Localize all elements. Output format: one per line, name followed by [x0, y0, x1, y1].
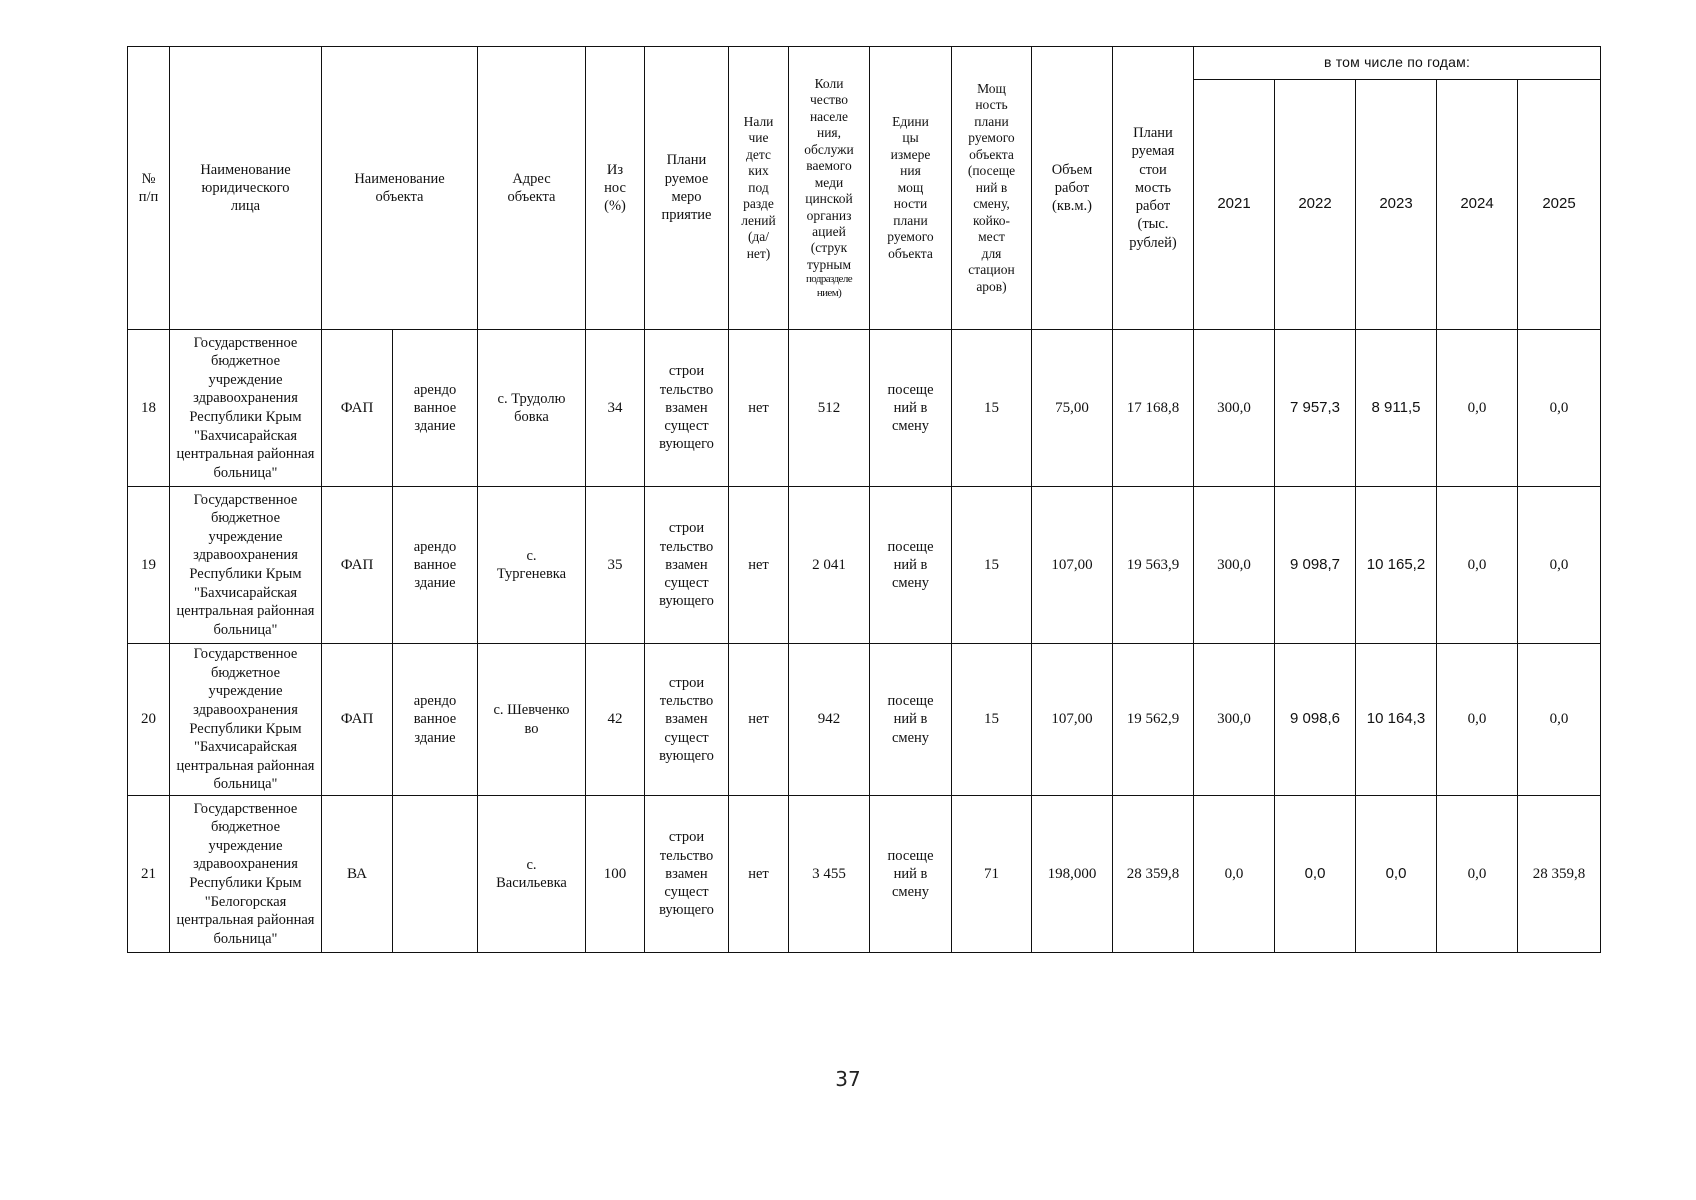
row-measure: строи тельство взамен сущест вующего [645, 644, 729, 796]
row-measure: строи тельство взамен сущест вующего [645, 796, 729, 953]
row-children-units: нет [729, 330, 789, 487]
header-wear-label: Из нос (%) [604, 161, 626, 215]
row-volume: 75,00 [1032, 330, 1113, 487]
row-capacity: 15 [952, 487, 1032, 644]
row-units: посеще ний в смену [870, 796, 952, 953]
row-year-2023: 8 911,5 [1356, 330, 1437, 487]
row-object-desc [393, 796, 478, 953]
table-row [128, 644, 1601, 796]
header-legal-entity-label: Наименование юридического лица [200, 161, 291, 215]
header-wear [586, 47, 645, 330]
header-num [128, 47, 170, 330]
row-population: 2 041 [789, 487, 870, 644]
header-units [870, 47, 952, 330]
page-number: 37 [835, 1067, 861, 1091]
row-cost: 28 359,8 [1113, 796, 1194, 953]
row-legal-entity: Государственное бюджетное учреждение здравоохранения Республики Крым "Бахчисарайская центральная районная больница" [170, 330, 322, 487]
row-year-2021: 0,0 [1194, 796, 1275, 953]
header-num-label: № п/п [138, 170, 159, 205]
header-year-2022: 2022 [1275, 80, 1356, 330]
row-wear: 42 [586, 644, 645, 796]
row-legal-entity: Государственное бюджетное учреждение здравоохранения Республики Крым "Бахчисарайская центральная районная больница" [170, 487, 322, 644]
row-year-2023: 10 164,3 [1356, 644, 1437, 796]
header-capacity-label: Мощ ность плани руемого объекта (посеще ний в смену, койко- мест для стацион аров) [967, 80, 1016, 294]
header-object-name [322, 47, 478, 330]
table-body [128, 330, 1601, 953]
row-address: с. Шевченко во [478, 644, 586, 796]
header-legal-entity [170, 47, 322, 330]
row-year-2022: 9 098,6 [1275, 644, 1356, 796]
header-children-units [729, 47, 789, 330]
row-year-2025: 0,0 [1518, 487, 1601, 644]
row-units: посеще ний в смену [870, 644, 952, 796]
row-object-desc: арендо ванное здание [393, 644, 478, 796]
header-years-caption: в том числе по годам: [1194, 47, 1601, 80]
header-units-label: Едини цы измере ния мощ ности плани руемого объекта [887, 113, 934, 261]
row-object-type: ФАП [322, 487, 393, 644]
header-year-2025: 2025 [1518, 80, 1601, 330]
row-num: 18 [128, 330, 170, 487]
row-cost: 17 168,8 [1113, 330, 1194, 487]
row-year-2024: 0,0 [1437, 487, 1518, 644]
row-year-2021: 300,0 [1194, 487, 1275, 644]
header-children-units-label: Нали чие детс ких под разде лений (да/ нет) [741, 113, 776, 261]
row-capacity: 15 [952, 330, 1032, 487]
header-capacity [952, 47, 1032, 330]
table-row [128, 330, 1601, 487]
row-legal-entity: Государственное бюджетное учреждение здравоохранения Республики Крым "Белогорская центральная районная больница" [170, 796, 322, 953]
row-capacity: 71 [952, 796, 1032, 953]
row-object-type: ВА [322, 796, 393, 953]
row-units: посеще ний в смену [870, 487, 952, 644]
table-header [128, 47, 1601, 330]
row-year-2024: 0,0 [1437, 644, 1518, 796]
row-year-2024: 0,0 [1437, 330, 1518, 487]
row-wear: 34 [586, 330, 645, 487]
header-population-label-tail: подразделе нием) [805, 273, 853, 299]
row-year-2021: 300,0 [1194, 330, 1275, 487]
row-volume: 107,00 [1032, 644, 1113, 796]
header-object-name-label: Наименование объекта [354, 170, 445, 205]
row-address: с. Трудолю бовка [478, 330, 586, 487]
header-cost [1113, 47, 1194, 330]
row-cost: 19 563,9 [1113, 487, 1194, 644]
row-population: 3 455 [789, 796, 870, 953]
row-num: 19 [128, 487, 170, 644]
row-wear: 100 [586, 796, 645, 953]
header-volume [1032, 47, 1113, 330]
row-address: с. Васильевка [478, 796, 586, 953]
header-year-2024: 2024 [1437, 80, 1518, 330]
header-cost-label: Плани руемая стои мость работ (тыс. рублей) [1129, 125, 1177, 251]
row-measure: строи тельство взамен сущест вующего [645, 487, 729, 644]
header-population-label: Коли чество населе ния, обслужи ваемого меди цинской организ ацией (струк турным [804, 75, 854, 272]
header-year-2023: 2023 [1356, 80, 1437, 330]
row-num: 20 [128, 644, 170, 796]
row-children-units: нет [729, 487, 789, 644]
row-children-units: нет [729, 644, 789, 796]
row-children-units: нет [729, 796, 789, 953]
row-num: 21 [128, 796, 170, 953]
row-year-2023: 10 165,2 [1356, 487, 1437, 644]
row-year-2022: 7 957,3 [1275, 330, 1356, 487]
row-capacity: 15 [952, 644, 1032, 796]
row-population: 942 [789, 644, 870, 796]
row-year-2022: 9 098,7 [1275, 487, 1356, 644]
table-row [128, 796, 1601, 953]
header-measure-label: Плани руемое меро приятие [661, 152, 712, 224]
row-year-2021: 300,0 [1194, 644, 1275, 796]
row-object-desc: арендо ванное здание [393, 330, 478, 487]
table-row [128, 487, 1601, 644]
row-address: с. Тургеневка [478, 487, 586, 644]
header-measure [645, 47, 729, 330]
header-year-2021: 2021 [1194, 80, 1275, 330]
row-units: посеще ний в смену [870, 330, 952, 487]
row-year-2024: 0,0 [1437, 796, 1518, 953]
row-volume: 198,000 [1032, 796, 1113, 953]
row-object-desc: арендо ванное здание [393, 487, 478, 644]
header-volume-label: Объем работ (кв.м.) [1051, 161, 1093, 215]
row-cost: 19 562,9 [1113, 644, 1194, 796]
row-object-type: ФАП [322, 330, 393, 487]
row-volume: 107,00 [1032, 487, 1113, 644]
row-year-2022: 0,0 [1275, 796, 1356, 953]
row-legal-entity: Государственное бюджетное учреждение здравоохранения Республики Крым "Бахчисарайская центральная районная больница" [170, 644, 322, 796]
row-year-2025: 28 359,8 [1518, 796, 1601, 953]
row-population: 512 [789, 330, 870, 487]
facilities-table [127, 46, 1601, 953]
header-address [478, 47, 586, 330]
header-population [789, 47, 870, 330]
row-object-type: ФАП [322, 644, 393, 796]
row-measure: строи тельство взамен сущест вующего [645, 330, 729, 487]
row-year-2023: 0,0 [1356, 796, 1437, 953]
row-wear: 35 [586, 487, 645, 644]
header-address-label: Адрес объекта [507, 170, 556, 205]
row-year-2025: 0,0 [1518, 330, 1601, 487]
row-year-2025: 0,0 [1518, 644, 1601, 796]
